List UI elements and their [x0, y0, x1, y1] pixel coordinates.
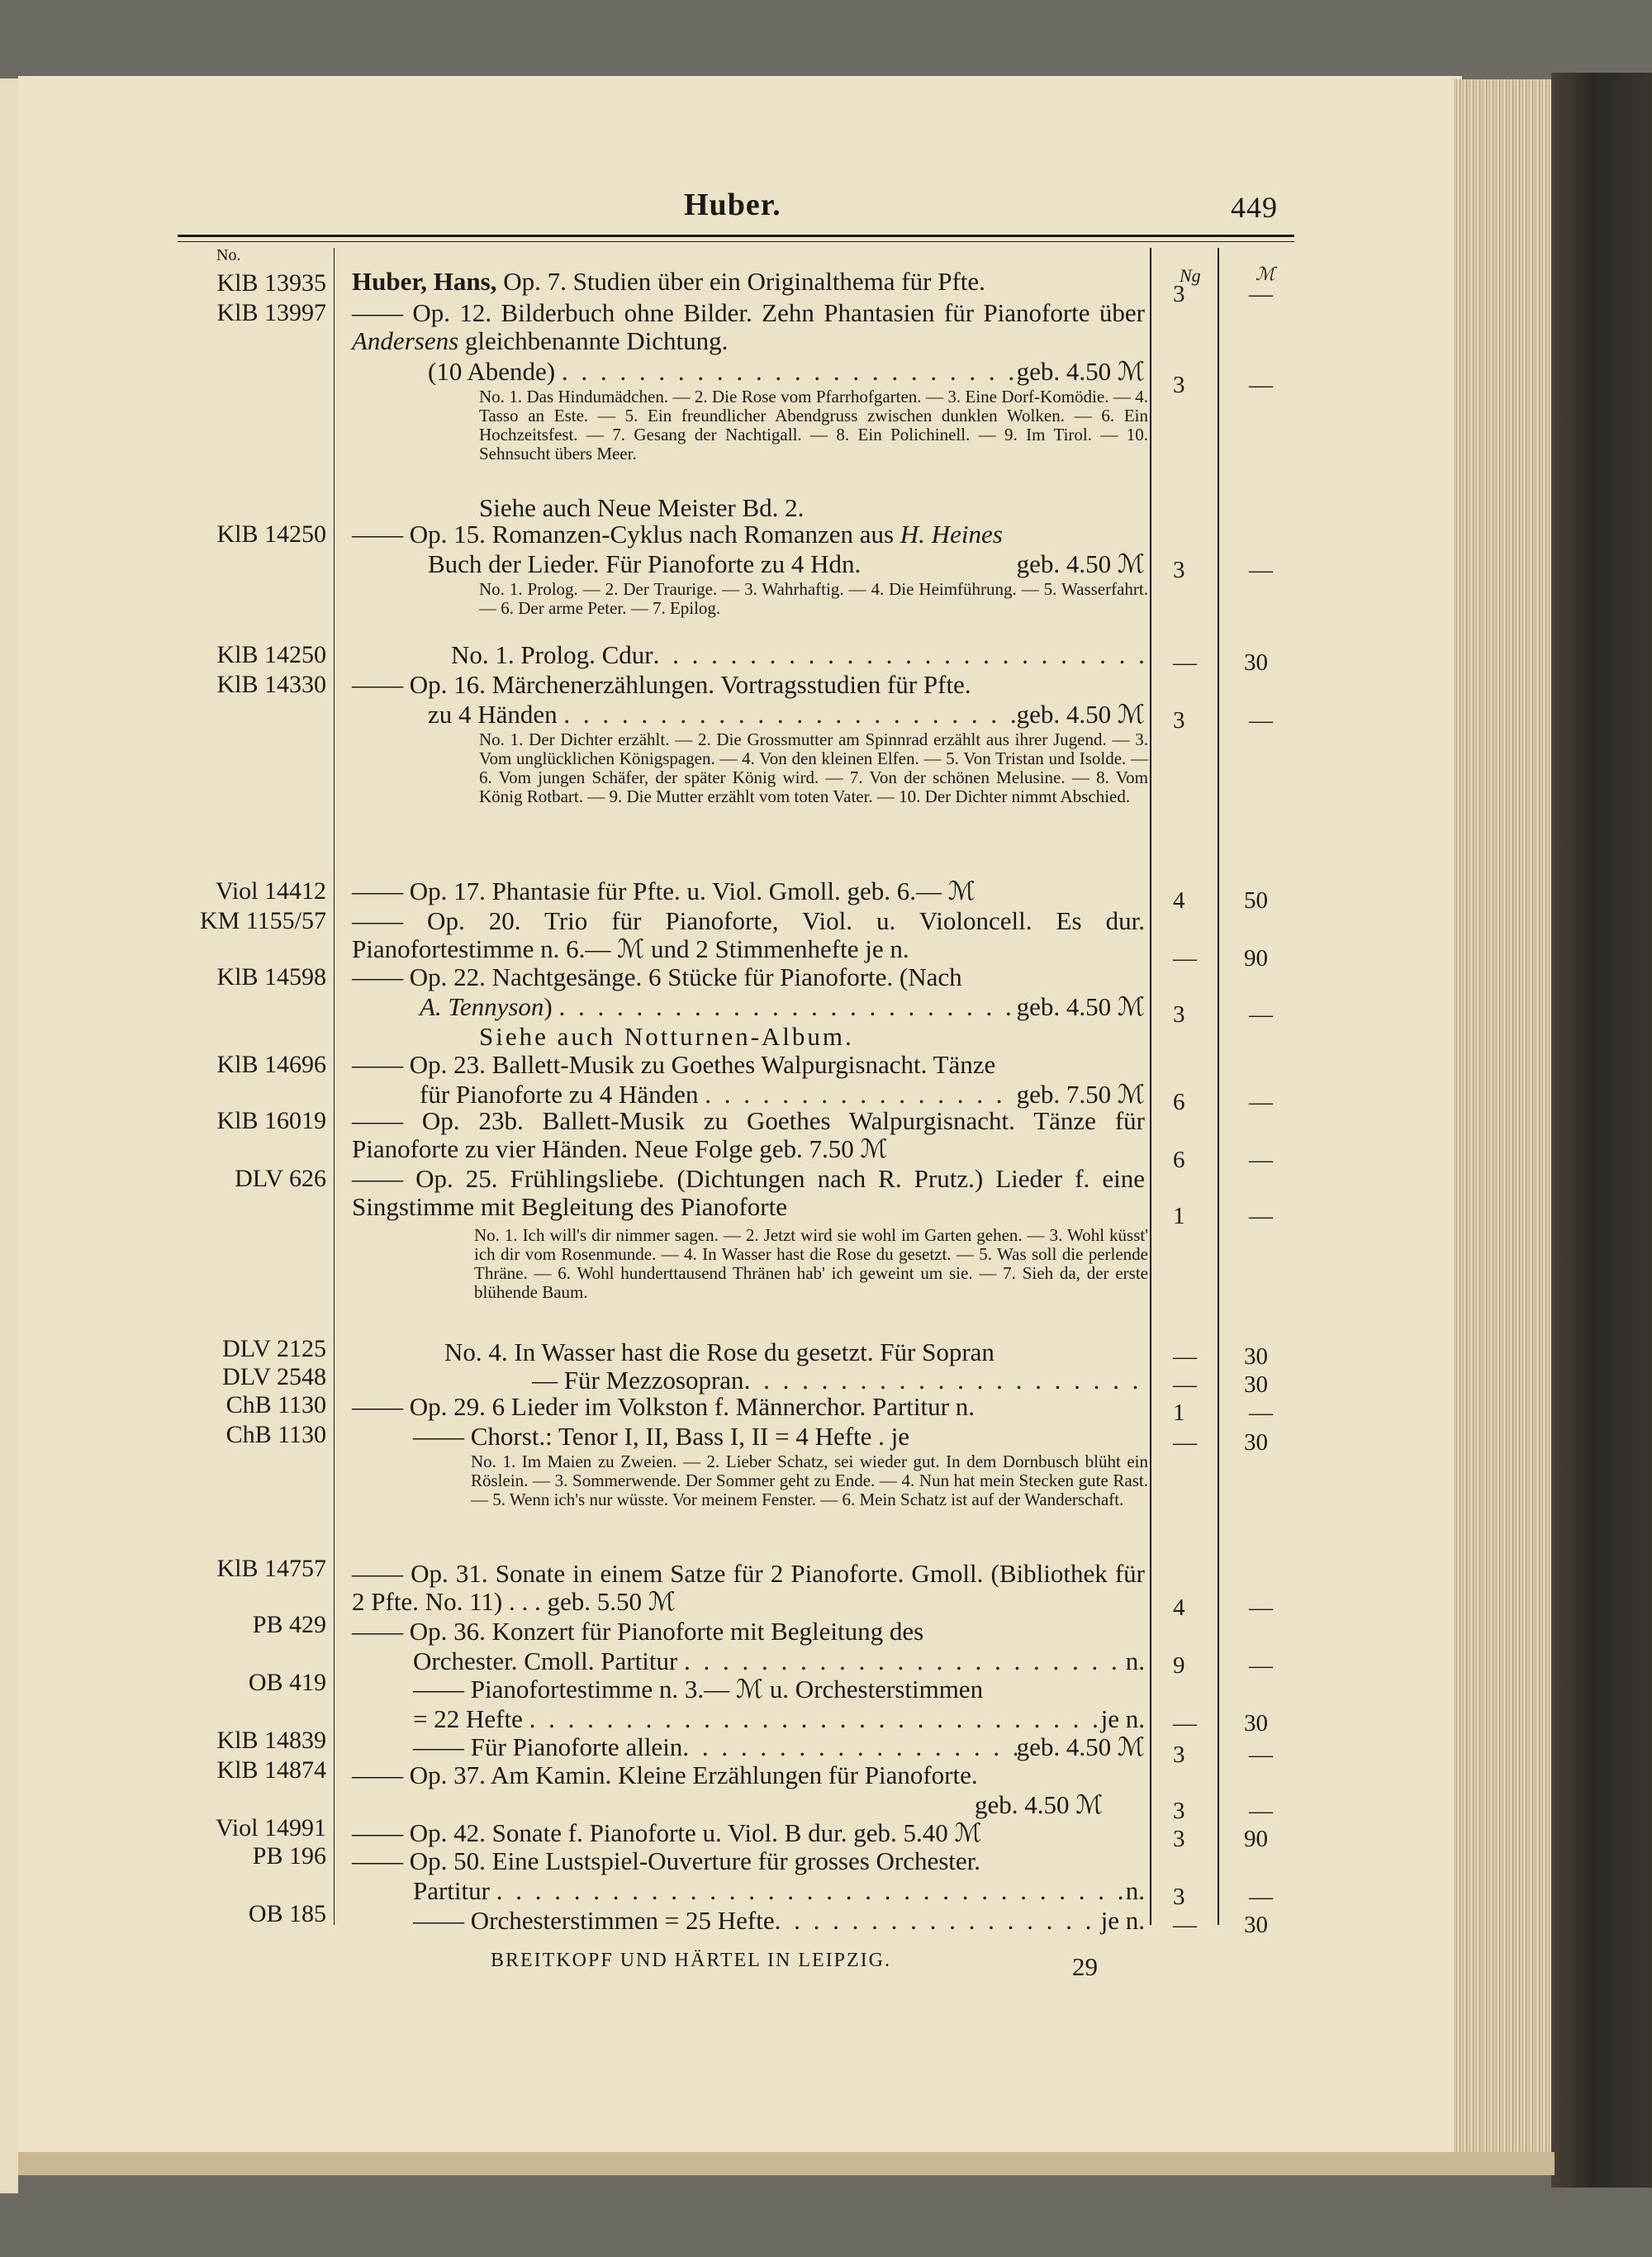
ngr-value: 3 [1173, 707, 1185, 734]
mark-value: 30 [1244, 1371, 1268, 1398]
ngr-value: 4 [1173, 1594, 1185, 1621]
mark-value: 50 [1244, 887, 1268, 914]
column-head-no: No. [216, 246, 241, 264]
catalog-number: KlB 14757 [216, 1555, 326, 1582]
ngr-value: — [1173, 945, 1197, 972]
entry-text: —— Op. 23. Ballett-Musik zu Goethes Walpurgisnacht. Tänze [352, 1050, 996, 1079]
catalog-number: ChB 1130 [225, 1391, 326, 1418]
mark-value: — [1249, 1001, 1273, 1028]
ngr-value: — [1173, 1429, 1197, 1456]
entry-price: n. [1125, 1646, 1145, 1675]
mark-value: 30 [1244, 1912, 1268, 1938]
header-rule [178, 235, 1294, 237]
catalog-number: PB 196 [252, 1842, 326, 1870]
ngr-value: 3 [1173, 372, 1185, 398]
see-also: Siehe auch Notturnen-Album. [479, 1022, 854, 1051]
entry-text: —— Op. 42. Sonate f. Pianoforte u. Viol. B dur. geb. 5.40 ℳ [352, 1818, 982, 1847]
entry-subtitles: No. 1. Prolog. — 2. Der Traurige. — 3. Wahrhaftig. — 4. Die Heimführung. — 5. Wasserfahrt. — 6. Der arme Peter. — 7. Epilog. [479, 579, 1148, 618]
catalog-number: PB 429 [252, 1611, 326, 1638]
entry-price-line: zu 4 Händen . . . geb. 4.50 ℳ [428, 701, 1145, 729]
catalog-number: DLV 626 [235, 1165, 326, 1192]
header-rule-thin [178, 241, 1294, 242]
ngr-value: — [1173, 1371, 1197, 1398]
entry-price: je n. [1100, 1906, 1145, 1935]
ngr-value: 3 [1173, 1741, 1185, 1768]
mark-value: — [1249, 1399, 1273, 1426]
entry-subtitles: No. 1. Ich will's dir nimmer sagen. — 2. Jetzt wird sie wohl im Garten gehen. — 3. Wohl küsst' ich dir vom Rosenmunde. — 4. In Wasser hast die Rose du gesetzt. — 5. Was soll die perlende Thräne. — 6. Wohl hunderttausend Thränen hab' ich geweint um sie. — 7. Sieh da, der erste blühende Baum. [474, 1225, 1148, 1302]
entry-price: geb. 4.50 ℳ [1016, 549, 1145, 578]
entry-price: n. [1125, 1876, 1145, 1905]
entry-price: je n. [1100, 1704, 1145, 1733]
entry-text: —— Op. 29. 6 Lieder im Volkston f. Männerchor. Partitur n. [352, 1392, 975, 1421]
entry-text: —— Chorst.: Tenor I, II, Bass I, II = 4 Hefte . je [413, 1422, 910, 1451]
entry-text: —— Op. 20. Trio für Pianoforte, Viol. u. Violoncell. Es dur. Pianofortestimme n. 6.— ℳ und 2 Stimmenhefte je n. [352, 906, 1145, 963]
entry-price-line: (10 Abende) . . . geb. 4.50 ℳ [428, 358, 1145, 386]
entry-text: —— Op. 36. Konzert für Pianoforte mit Begleitung des [352, 1617, 924, 1646]
entry-price-line [451, 641, 1145, 669]
ngr-value: 3 [1173, 281, 1185, 307]
catalog-number: OB 419 [248, 1669, 326, 1696]
entry-text: No. 4. In Wasser hast die Rose du gesetzt. Für Sopran [444, 1338, 995, 1366]
page-edges [1454, 79, 1551, 2169]
entry-text: —— Op. 16. Märchenerzählungen. Vortragsstudien für Pfte. [352, 670, 971, 699]
catalog-number: Viol 14412 [215, 877, 326, 905]
ngr-value: 6 [1173, 1147, 1185, 1173]
mark-value: — [1249, 281, 1273, 307]
column-head-ngr: Ng [1180, 265, 1201, 286]
entry-price: geb. 4.50 ℳ [975, 1790, 1104, 1819]
catalog-number: KM 1155/57 [199, 907, 326, 934]
entry-text: —— Op. 25. Frühlingsliebe. (Dichtungen nach R. Prutz.) Lieder f. eine Singstimme mit Begleitung des Pianoforte [352, 1164, 1145, 1221]
catalog-number: OB 185 [248, 1900, 326, 1927]
mark-value: — [1249, 707, 1273, 734]
ngr-column-divider-right [1218, 248, 1219, 1925]
catalog-number: KlB 14250 [216, 641, 326, 668]
catalog-number: KlB 14696 [216, 1051, 326, 1078]
entry-text: —— Für Pianoforte allein [413, 1732, 683, 1761]
catalog-number: KlB 13997 [216, 299, 326, 326]
ngr-value: 4 [1173, 887, 1185, 914]
mark-value: — [1249, 372, 1273, 398]
mark-value: 30 [1244, 649, 1268, 676]
catalog-number: KlB 13935 [216, 269, 326, 297]
catalog-number: DLV 2548 [222, 1363, 326, 1390]
mark-value: — [1249, 1798, 1273, 1824]
catalog-number: DLV 2125 [222, 1335, 326, 1362]
entry-text: —— Op. 31. Sonate in einem Satze für 2 Pianoforte. Gmoll. (Bibliothek für 2 Pfte. No. 11) . . . geb. 5.50 ℳ [352, 1559, 1145, 1616]
entry-text: —— Orchesterstimmen = 25 Hefte [413, 1906, 775, 1935]
book-spine [1551, 73, 1652, 2188]
ngr-value: 1 [1173, 1399, 1185, 1426]
entry-text: —— Op. 23b. Ballett-Musik zu Goethes Walpurgisnacht. Tänze für Pianoforte zu vier Händen. Neue Folge geb. 7.50 ℳ [352, 1106, 1145, 1163]
entry-price: geb. 7.50 ℳ [1016, 1080, 1145, 1109]
column-head-mark: ℳ [1256, 264, 1275, 284]
ngr-value: 3 [1173, 1884, 1185, 1910]
entry-price-line: Buch der Lieder. Für Pianoforte zu 4 Hdn. geb. 4.50 ℳ [428, 549, 1145, 578]
publisher-footer: BREITKOPF UND HÄRTEL IN LEIPZIG. [491, 1950, 891, 1971]
entry-text: —— Op. 12. Bilderbuch ohne Bilder. Zehn Phantasien für Pianoforte über Andersens gleichbenannte Dichtung. [352, 298, 1145, 355]
entry-price-line: Partitur . . . n. [413, 1877, 1145, 1905]
entry-subtitles: No. 1. Im Maien zu Zweien. — 2. Lieber Schatz, sei wieder gut. In dem Dornbusch blüht ein Röslein. — 3. Sommerwende. Der Sommer geht zu Ende. — 4. Nun hat mein Stecken gute Rast. — 5. Wenn ich's nur wüsste. Vor meinem Fenster. — 6. Mein Schatz ist auf der Wanderschaft. [471, 1452, 1148, 1509]
catalog-column-divider [334, 248, 335, 1925]
mark-value: — [1249, 1147, 1273, 1173]
ngr-value: 1 [1173, 1203, 1185, 1229]
ngr-value: — [1173, 1710, 1197, 1737]
entry-price-line: für Pianoforte zu 4 Händen . . . geb. 7.50 ℳ [420, 1081, 1145, 1109]
ngr-value: 3 [1173, 1826, 1185, 1852]
catalog-number: KlB 14330 [216, 671, 326, 698]
left-page-edge [0, 78, 18, 2193]
catalog-number: ChB 1130 [225, 1421, 326, 1448]
entry-text: No. 1. Prolog. Cdur [451, 640, 653, 669]
ngr-value: 9 [1173, 1652, 1185, 1679]
entry-subtitles: No. 1. Das Hindumädchen. — 2. Die Rose vom Pfarrhofgarten. — 3. Eine Dorf-Komödie. — 4. Tasso an Este. — 5. Ein freundlicher Abendgruss zwischen dunklen Wolken. — 6. Ein Hochzeitsfest. — 7. Gesang der Nachtigall. — 8. Ein Polichinell. — 9. Im Tirol. — 10. Sehnsucht übers Meer. [479, 387, 1148, 463]
mark-value: 90 [1244, 945, 1268, 972]
mark-value: — [1249, 1089, 1273, 1115]
entry-text: —— Op. 37. Am Kamin. Kleine Erzählungen für Pianoforte. [352, 1760, 978, 1789]
mark-value: — [1249, 1884, 1273, 1910]
entry-price: geb. 4.50 ℳ [1016, 357, 1145, 386]
ngr-value: — [1173, 1912, 1197, 1938]
ngr-value: — [1173, 649, 1197, 676]
mark-value: — [1249, 557, 1273, 583]
ngr-value: 6 [1173, 1089, 1185, 1115]
mark-value: — [1249, 1594, 1273, 1621]
entry-price: geb. 4.50 ℳ [1016, 700, 1145, 729]
catalog-number: KlB 14874 [216, 1756, 326, 1784]
catalog-number: KlB 14839 [216, 1727, 326, 1754]
sheet-signature: 29 [1072, 1952, 1098, 1981]
entry-text: —— Op. 50. Eine Lustspiel-Ouverture für grosses Orchester. [352, 1846, 981, 1875]
entry-price-line [532, 1366, 1145, 1395]
entry-text: —— Op. 15. Romanzen-Cyklus nach Romanzen aus H. Heines [352, 520, 1003, 549]
mark-value: 30 [1244, 1343, 1268, 1370]
running-header-title: Huber. [684, 188, 781, 222]
mark-value: 30 [1244, 1429, 1268, 1456]
catalog-number: Viol 14991 [215, 1814, 326, 1841]
entry-text: — Für Mezzosopran [532, 1366, 744, 1395]
entry-text: —— Pianofortestimme n. 3.— ℳ u. Orchesterstimmen [413, 1675, 984, 1703]
mark-value: 90 [1244, 1826, 1268, 1852]
mark-value: — [1249, 1203, 1273, 1229]
ngr-column-divider-left [1150, 248, 1151, 1925]
catalog-number: KlB 16019 [216, 1107, 326, 1134]
entry-price: geb. 4.50 ℳ [1016, 1732, 1145, 1761]
mark-value: 30 [1244, 1710, 1268, 1737]
catalog-number: KlB 14598 [216, 963, 326, 991]
entry-price-line: A. Tennyson) . . . geb. 4.50 ℳ [420, 993, 1145, 1021]
entry-price-line [413, 1907, 1145, 1935]
ngr-value: 3 [1173, 1001, 1185, 1028]
entry-price-line [413, 1733, 1145, 1761]
page-number: 449 [1231, 191, 1278, 224]
see-also: Siehe auch Neue Meister Bd. 2. [479, 493, 805, 522]
entry-price-line: Orchester. Cmoll. Partitur . . . n. [413, 1647, 1145, 1675]
ngr-value: — [1173, 1343, 1197, 1370]
entry-text: —— Op. 22. Nachtgesänge. 6 Stücke für Pianoforte. (Nach [352, 962, 962, 991]
entry-price: geb. 4.50 ℳ [1016, 992, 1145, 1021]
entry-price-line: = 22 Hefte . . . je n. [413, 1705, 1145, 1733]
ngr-value: 3 [1173, 557, 1185, 583]
ngr-value: 3 [1173, 1798, 1185, 1824]
mark-value: — [1249, 1741, 1273, 1768]
mark-value: — [1249, 1652, 1273, 1679]
entry-subtitles: No. 1. Der Dichter erzählt. — 2. Die Grossmutter am Spinnrad erzählt aus ihrer Jugend. — 3. Vom unglücklichen Königspagen. — 4. Von den kleinen Elfen. — 5. Von Tristan und Isolde. — 6. Vom jungen Schäfer, der später König wird. — 7. Von der schönen Melusine. — 8. Vom König Rotbart. — 9. Die Mutter erzählt vom toten Vater. — 10. Der Dichter nimmt Abschied. [479, 729, 1148, 806]
catalog-number: KlB 14250 [216, 520, 326, 548]
bottom-page-stack [18, 2152, 1555, 2175]
entry-text: Huber, Hans, Op. 7. Studien über ein Originalthema für Pfte. [352, 267, 985, 296]
entry-text: —— Op. 17. Phantasie für Pfte. u. Viol. Gmoll. geb. 6.— ℳ [352, 877, 976, 905]
